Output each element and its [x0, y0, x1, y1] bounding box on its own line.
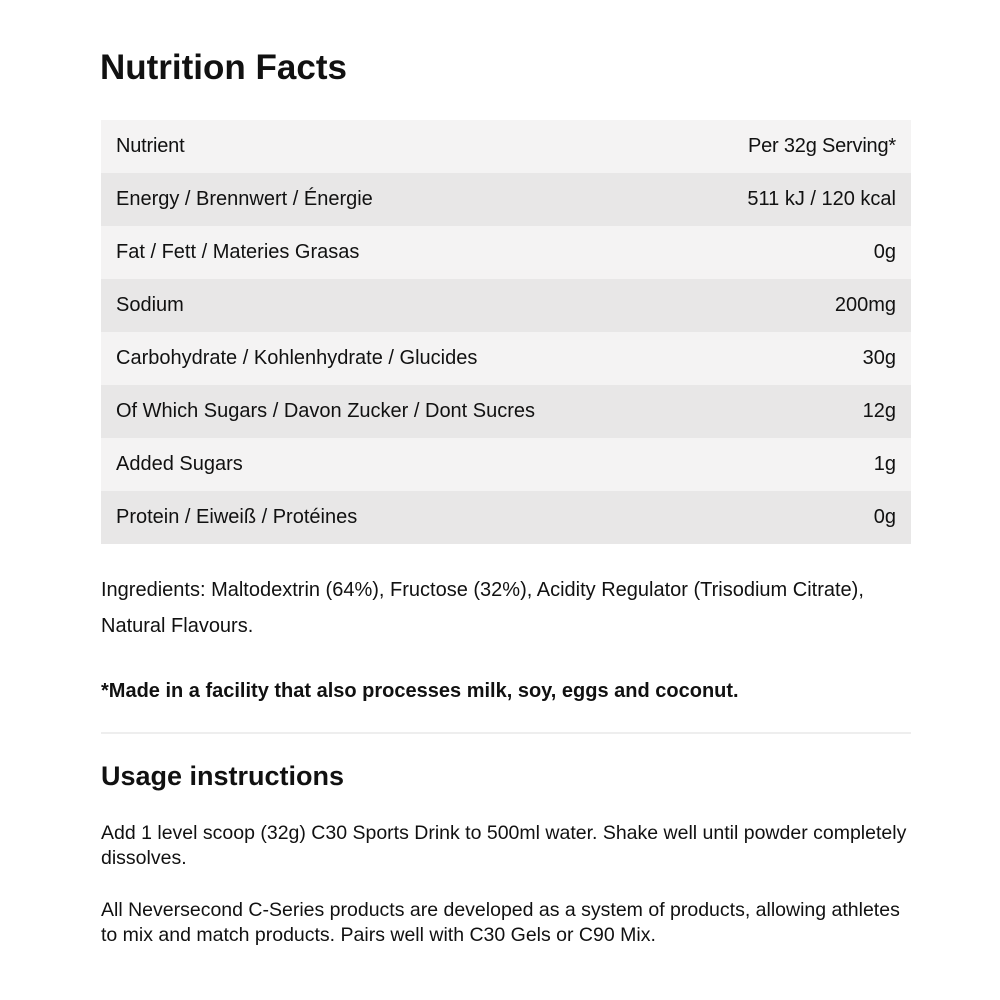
table-row	[101, 226, 911, 279]
nutrition-table	[101, 120, 911, 544]
table-row	[101, 438, 911, 491]
nutrient-name: Protein / Eiweiß / Protéines	[116, 506, 358, 528]
nutrient-value: 30g	[862, 347, 896, 369]
allergen-note: *Made in a facility that also processes milk, soy, eggs and coconut.	[101, 680, 739, 702]
usage-paragraph: All Neversecond C-Series products are developed as a system of products, allowing athletes to mix and match products. Pairs well with C30 Gels or C90 Mix.	[101, 899, 900, 946]
nutrient-name: Added Sugars	[116, 453, 243, 475]
nutrient-value: 0g	[873, 241, 896, 263]
table-row	[101, 385, 911, 438]
table-row	[101, 279, 911, 332]
nutrient-value: 0g	[873, 506, 896, 528]
nutrient-name: Carbohydrate / Kohlenhydrate / Glucides	[116, 347, 478, 369]
section-divider	[101, 732, 911, 734]
table-row	[101, 332, 911, 385]
nutrient-value: 200mg	[834, 294, 896, 316]
nutrient-value: 511 kJ / 120 kcal	[747, 188, 896, 210]
ingredients-text: Ingredients: Maltodextrin (64%), Fructose (32%), Acidity Regulator (Trisodium Citrate), Natural Flavours.	[101, 579, 864, 637]
page-title: Nutrition Facts	[100, 48, 347, 87]
nutrient-name: Fat / Fett / Materies Grasas	[116, 241, 360, 263]
table-header-row	[101, 120, 911, 173]
nutrient-value: 1g	[873, 453, 896, 475]
header-nutrient: Nutrient	[116, 135, 185, 157]
nutrient-name: Of Which Sugars / Davon Zucker / Dont Sucres	[116, 400, 536, 422]
nutrient-value: 12g	[862, 400, 896, 422]
usage-title: Usage instructions	[101, 761, 345, 791]
table-row	[101, 173, 911, 226]
nutrient-name: Energy / Brennwert / Énergie	[116, 188, 373, 210]
table-row	[101, 491, 911, 544]
header-serving: Per 32g Serving*	[747, 135, 896, 157]
usage-paragraph: Add 1 level scoop (32g) C30 Sports Drink to 500ml water. Shake well until powder completely dissolves.	[101, 822, 907, 869]
nutrient-name: Sodium	[116, 294, 184, 316]
